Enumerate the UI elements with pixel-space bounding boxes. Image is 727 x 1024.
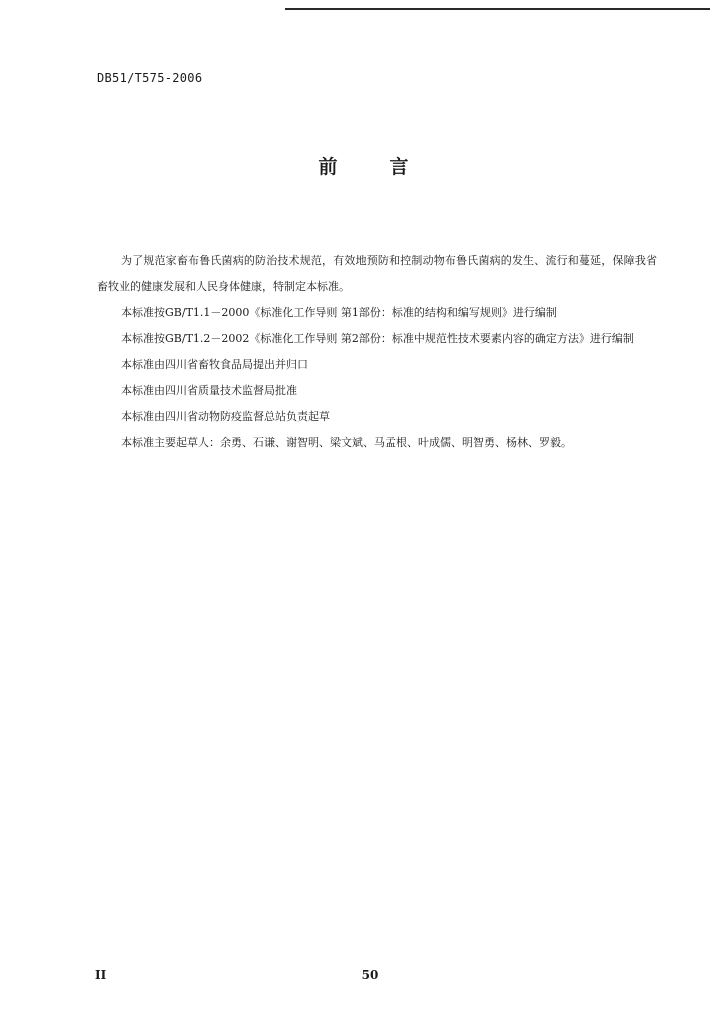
title-char-2: 言 — [389, 156, 409, 178]
page-title — [0, 152, 727, 179]
page-number: 50 — [361, 968, 379, 982]
foreword-paragraph-approver: 本标准由四川省质量技术监督局批准 — [121, 384, 297, 397]
foreword-paragraph-drafter-org: 本标准由四川省动物防疫监督总站负责起草 — [121, 410, 330, 423]
footer-section-label: II — [95, 968, 107, 982]
header-rule — [285, 8, 710, 10]
foreword-paragraph-drafters: 本标准主要起草人：余勇、石谦、谢智明、梁文斌、马孟根、叶成儒、明智勇、杨林、罗毅。 — [121, 436, 572, 449]
foreword-body — [97, 248, 657, 456]
document-code: DB51/T575-2006 — [97, 71, 203, 85]
title-char-1: 前 — [318, 156, 338, 178]
foreword-paragraph-gbt1-1: 本标准按GB/T1.1－2000《标准化工作导则 第1部份：标准的结构和编写规则》进行编制 — [121, 306, 557, 319]
foreword-paragraph-purpose: 为了规范家畜布鲁氏菌病的防治技术规范，有效地预防和控制动物布鲁氏菌病的发生、流行和蔓延，保障我省畜牧业的健康发展和人民身体健康，特制定本标准。 — [97, 254, 657, 293]
foreword-paragraph-gbt1-2: 本标准按GB/T1.2－2002《标准化工作导则 第2部份：标准中规范性技术要素内容的确定方法》进行编制 — [121, 332, 634, 345]
foreword-paragraph-proposer: 本标准由四川省畜牧食品局提出并归口 — [121, 358, 308, 371]
